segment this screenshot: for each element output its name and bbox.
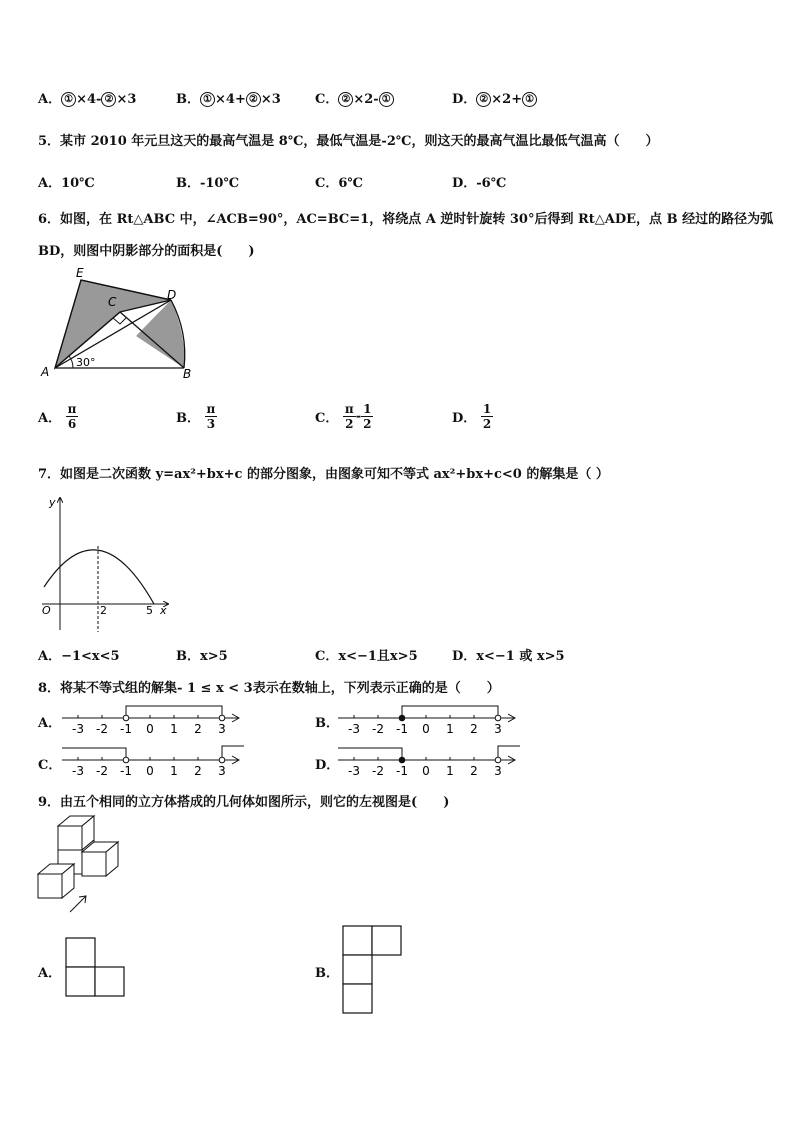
number-line-b xyxy=(334,702,524,736)
tick-label: 1 xyxy=(170,722,178,736)
circled-numeral: ① xyxy=(522,92,537,107)
tick-label: 0 xyxy=(146,764,154,778)
solution-bracket-left xyxy=(338,748,402,760)
tick-label: -1 xyxy=(396,764,408,778)
tick-label: -3 xyxy=(348,764,360,778)
circled-numeral: ② xyxy=(476,92,491,107)
endpoint-left xyxy=(123,757,129,763)
q9-solid-figure xyxy=(36,814,132,914)
q8-option-c-label: C． xyxy=(38,758,62,773)
q6-stem-line2: BD，则图中阴影部分的面积是( ) xyxy=(38,244,255,259)
label-d: D xyxy=(167,288,177,302)
endpoint-left xyxy=(399,757,405,763)
q6-figure xyxy=(36,264,206,384)
tick-label: 2 xyxy=(470,722,478,736)
q7-option-d: D．x<−1 或 x>5 xyxy=(452,649,565,664)
tick-label-5: 5 xyxy=(146,604,153,617)
q7-graph xyxy=(36,490,176,634)
right-angle-mark xyxy=(113,318,126,324)
endpoint-left xyxy=(399,715,405,721)
q7-option-b: B．x>5 xyxy=(176,649,228,664)
q6-option-c: C． $\frac{\pi}{2}$ - $\frac{1}{2}$ xyxy=(315,402,372,431)
x-label: x xyxy=(160,604,167,617)
tick-label: 3 xyxy=(494,764,502,778)
tick-label: -1 xyxy=(396,722,408,736)
q9-option-a-label: A． xyxy=(38,966,62,981)
label-b: B xyxy=(183,367,192,381)
tick-label: 0 xyxy=(422,722,430,736)
tick-label-2: 2 xyxy=(100,604,107,617)
q7-option-c: C．x<−1且x>5 xyxy=(315,649,418,664)
q5-option-d: D．-6℃ xyxy=(452,176,507,191)
fraction: $\frac{\pi}{2}$ xyxy=(344,402,354,431)
cubes xyxy=(38,816,118,898)
q4-option-b: B． ① ×4+ ② ×3 xyxy=(176,92,281,107)
label-a: A xyxy=(41,365,50,379)
q9-option-b-view xyxy=(341,924,405,1018)
number-line-a xyxy=(58,702,248,736)
q5-option-b: B．-10℃ xyxy=(176,176,240,191)
solution-bracket-left xyxy=(62,748,126,760)
circled-numeral: ② xyxy=(338,92,353,107)
q6-option-a: A． $\frac{\pi}{6}$ xyxy=(38,402,77,431)
q7-stem: 7．如图是二次函数 y=ax²+bx+c 的部分图象，由图象可知不等式 ax²+bx+c<0 的解集是（ ） xyxy=(38,467,609,482)
circled-numeral: ① xyxy=(61,92,76,107)
tick-label: 0 xyxy=(422,764,430,778)
endpoint-left xyxy=(123,715,129,721)
fraction: $\frac{\pi}{3}$ xyxy=(206,402,216,431)
view-arrow xyxy=(70,896,86,912)
tick-label: -1 xyxy=(120,722,132,736)
endpoint-right xyxy=(219,757,225,763)
q5-option-c: C．6℃ xyxy=(315,176,363,191)
fraction: $\frac{1}{2}$ xyxy=(482,402,492,431)
tick-label: -2 xyxy=(96,764,108,778)
tick-label: -3 xyxy=(348,722,360,736)
q8-option-d-label: D． xyxy=(315,758,340,773)
q6-stem-line1: 6．如图，在 Rt△ABC 中，∠ACB=90°，AC=BC=1，将绕点 A 逆时针旋转 30°后得到 Rt△ADE，点 B 经过的路径为弧 xyxy=(38,212,774,227)
tick-label: -1 xyxy=(120,764,132,778)
q4-option-a: A． ① ×4- ② ×3 xyxy=(38,92,137,107)
q6-option-d: D． $\frac{1}{2}$ xyxy=(452,402,492,431)
q4-option-c: C． ② ×2- ① xyxy=(315,88,394,107)
q4-option-d: D． ② ×2+ ① xyxy=(452,88,537,107)
tick-label: 2 xyxy=(194,764,202,778)
tick-label: 1 xyxy=(446,722,454,736)
circled-numeral: ② xyxy=(101,92,116,107)
endpoint-right xyxy=(495,757,501,763)
tick-label: -3 xyxy=(72,764,84,778)
q8-option-b-label: B． xyxy=(315,716,339,731)
tick-label: 2 xyxy=(194,722,202,736)
y-label: y xyxy=(49,496,56,509)
q8-option-a-label: A． xyxy=(38,716,62,731)
q9-option-b-label: B． xyxy=(315,966,339,981)
tick-label: -3 xyxy=(72,722,84,736)
solution-bracket-right xyxy=(498,746,520,760)
endpoint-right xyxy=(495,715,501,721)
solution-bracket-right xyxy=(222,746,244,760)
fraction: $\frac{\pi}{6}$ xyxy=(67,402,77,431)
circled-numeral: ② xyxy=(246,92,261,107)
origin-label: O xyxy=(42,604,51,617)
tick-label: 3 xyxy=(218,722,226,736)
tick-label: 1 xyxy=(170,764,178,778)
endpoint-right xyxy=(219,715,225,721)
q5-option-a: A．10℃ xyxy=(38,176,95,191)
q8-stem: 8．将某不等式组的解集- 1 ≤ x < 3表示在数轴上，下列表示正确的是（ ） xyxy=(38,681,500,696)
q6-option-b: B． $\frac{\pi}{3}$ xyxy=(176,402,216,431)
q7-option-a: A．−1<x<5 xyxy=(38,649,120,664)
tick-label: -2 xyxy=(372,764,384,778)
tick-label: 2 xyxy=(470,764,478,778)
angle-label: 30° xyxy=(76,356,96,369)
tick-label: -2 xyxy=(96,722,108,736)
label-e: E xyxy=(76,266,84,280)
tick-label: 3 xyxy=(494,722,502,736)
shaded-region-right xyxy=(136,300,184,368)
number-line-c xyxy=(58,744,248,778)
label-c: C xyxy=(108,295,117,309)
q9-option-a-view xyxy=(64,936,128,1000)
fraction: $\frac{1}{2}$ xyxy=(363,402,372,431)
tick-label: 1 xyxy=(446,764,454,778)
circled-numeral: ① xyxy=(379,92,394,107)
number-line-d xyxy=(334,744,524,778)
circled-numeral: ① xyxy=(200,92,215,107)
tick-label: -2 xyxy=(372,722,384,736)
q5-stem: 5．某市 2010 年元旦这天的最高气温是 8℃，最低气温是-2℃，则这天的最高气温比最低气温高（ ） xyxy=(38,134,659,149)
tick-label: 0 xyxy=(146,722,154,736)
q9-stem: 9．由五个相同的立方体搭成的几何体如图所示，则它的左视图是( ) xyxy=(38,795,450,810)
tick-label: 3 xyxy=(218,764,226,778)
